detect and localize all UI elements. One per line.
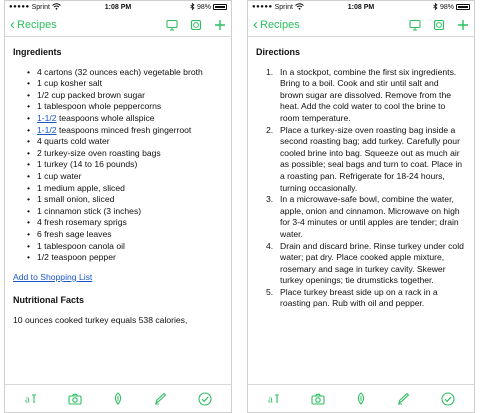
- carrier-name: Sprint: [274, 3, 293, 11]
- add-icon[interactable]: [214, 19, 226, 31]
- directions-heading: Directions: [256, 47, 301, 57]
- fraction-link[interactable]: 1-1/2: [37, 112, 57, 123]
- present-icon[interactable]: [166, 19, 178, 31]
- phone-screen-ingredients: [4, 0, 232, 413]
- back-button[interactable]: [253, 17, 300, 32]
- reminder-icon[interactable]: [190, 19, 202, 31]
- list-item: • 1 tablespoon canola oil: [27, 241, 221, 253]
- nav-bar: [248, 13, 474, 37]
- list-item: • 1/2 teaspoon pepper: [27, 252, 221, 264]
- list-item: • 4 quarts cold water: [27, 136, 221, 148]
- camera-icon[interactable]: [311, 393, 325, 405]
- annotate-icon[interactable]: [355, 392, 367, 405]
- status-right: [190, 3, 227, 12]
- list-item: • 1 tablespoon whole peppercorns: [27, 101, 221, 113]
- list-item: • 1 small onion, sliced: [27, 194, 221, 206]
- note-body: [5, 37, 231, 326]
- reminder-icon[interactable]: [433, 19, 445, 31]
- nutrition-heading: Nutritional Facts: [13, 295, 85, 306]
- phone-screen-directions: [247, 0, 475, 413]
- list-item: • 4 cartons (32 ounces each) vegetable broth: [27, 67, 221, 79]
- list-item: 5. Place turkey breast side up on a rack in a roasting pan. Rub with oil and pepper.: [266, 286, 438, 309]
- battery-icon: [213, 4, 227, 10]
- list-item: 3. In a microwave-safe bowl, combine the water, apple, onion and cinnamon. Microwave on high for 3-4 minutes or until apples are tender; drain water.: [266, 194, 460, 239]
- handwriting-icon[interactable]: [397, 392, 410, 405]
- list-item: • 1 cup kosher salt: [27, 78, 221, 90]
- list-item: • 1/2 cup packed brown sugar: [27, 90, 221, 102]
- list-item: • 1-1/2 teaspoons minced fresh gingerroot: [27, 125, 221, 137]
- list-item: • 1-1/2 teaspoons whole allspice: [27, 113, 221, 125]
- back-label: Recipes: [17, 18, 57, 31]
- status-bar: [5, 1, 231, 13]
- back-label: Recipes: [260, 18, 300, 31]
- list-item: 2. Place a turkey-size oven roasting bag inside a second roasting bag; add turkey. Carefully pour cooled brine into bag. Squeeze out as much air as possible; seal bags and turn to coat. Place in a roasting pan. Refrigerate for 18-24 hours, turning occasionally.: [266, 124, 463, 193]
- status-time: 1:08 PM: [347, 3, 375, 11]
- text-format-icon[interactable]: [24, 392, 37, 405]
- present-icon[interactable]: [409, 19, 421, 31]
- list-item: • 2 turkey-size oven roasting bags: [27, 148, 221, 160]
- nutrition-text: 10 ounces cooked turkey equals 538 calories,: [13, 314, 188, 325]
- carrier: [252, 3, 304, 12]
- checkmark-icon[interactable]: [441, 392, 455, 406]
- list-item: • 1 medium apple, sliced: [27, 183, 221, 195]
- carrier-name: Sprint: [31, 3, 50, 11]
- nav-actions: [166, 19, 226, 31]
- list-item: 4. Drain and discard brine. Rinse turkey under cold water; pat dry. Place cooked apple mixture, rosemary and sage in turkey cavity. Skewer turkey openings; tie drumsticks together.: [266, 240, 464, 286]
- signal-icon: ●●●●●: [9, 4, 30, 10]
- svg-text:a: a: [25, 393, 31, 405]
- svg-text:a: a: [268, 393, 274, 405]
- directions-list: [256, 67, 464, 310]
- battery-percent: 98%: [439, 3, 454, 11]
- bluetooth-icon: [433, 3, 438, 12]
- handwriting-icon[interactable]: [154, 392, 167, 405]
- bluetooth-icon: [190, 3, 195, 12]
- bottom-toolbar: [5, 384, 231, 412]
- list-item: 1. In a stockpot, combine the first six ingredients. Bring to a boil. Cook and stir until salt and brown sugar are dissolved. Remove from the heat. Add the cold water to cool the brine to room temperature.: [266, 66, 457, 123]
- fraction-link[interactable]: 1-1/2: [37, 124, 57, 135]
- ingredients-heading: Ingredients: [13, 47, 62, 57]
- checkmark-icon[interactable]: [198, 392, 212, 406]
- status-bar: [248, 1, 474, 13]
- nav-bar: [5, 13, 231, 37]
- ingredients-list: [13, 67, 221, 264]
- note-body: [248, 37, 474, 310]
- list-item: • 4 fresh rosemary sprigs: [27, 217, 221, 229]
- annotate-icon[interactable]: [112, 392, 124, 405]
- wifi-icon: [295, 3, 304, 12]
- battery-icon: [456, 4, 470, 10]
- add-icon[interactable]: [457, 19, 469, 31]
- list-item: • 1 cup water: [27, 171, 221, 183]
- list-item: • 1 turkey (14 to 16 pounds): [27, 159, 221, 171]
- nav-actions: [409, 19, 469, 31]
- status-time: 1:08 PM: [104, 3, 132, 11]
- chevron-left-icon: ‹: [253, 16, 258, 33]
- back-button[interactable]: [10, 17, 57, 32]
- chevron-left-icon: ‹: [10, 16, 15, 33]
- text-format-icon[interactable]: [267, 392, 280, 405]
- carrier: [9, 3, 61, 12]
- signal-icon: ●●●●●: [252, 4, 273, 10]
- list-item: • 6 fresh sage leaves: [27, 229, 221, 241]
- list-item: • 1 cinnamon stick (3 inches): [27, 206, 221, 218]
- camera-icon[interactable]: [68, 393, 82, 405]
- bottom-toolbar: [248, 384, 474, 412]
- wifi-icon: [52, 3, 61, 12]
- add-to-shopping-list-link[interactable]: Add to Shopping List: [13, 271, 93, 282]
- status-right: [433, 3, 470, 12]
- battery-percent: 98%: [196, 3, 211, 11]
